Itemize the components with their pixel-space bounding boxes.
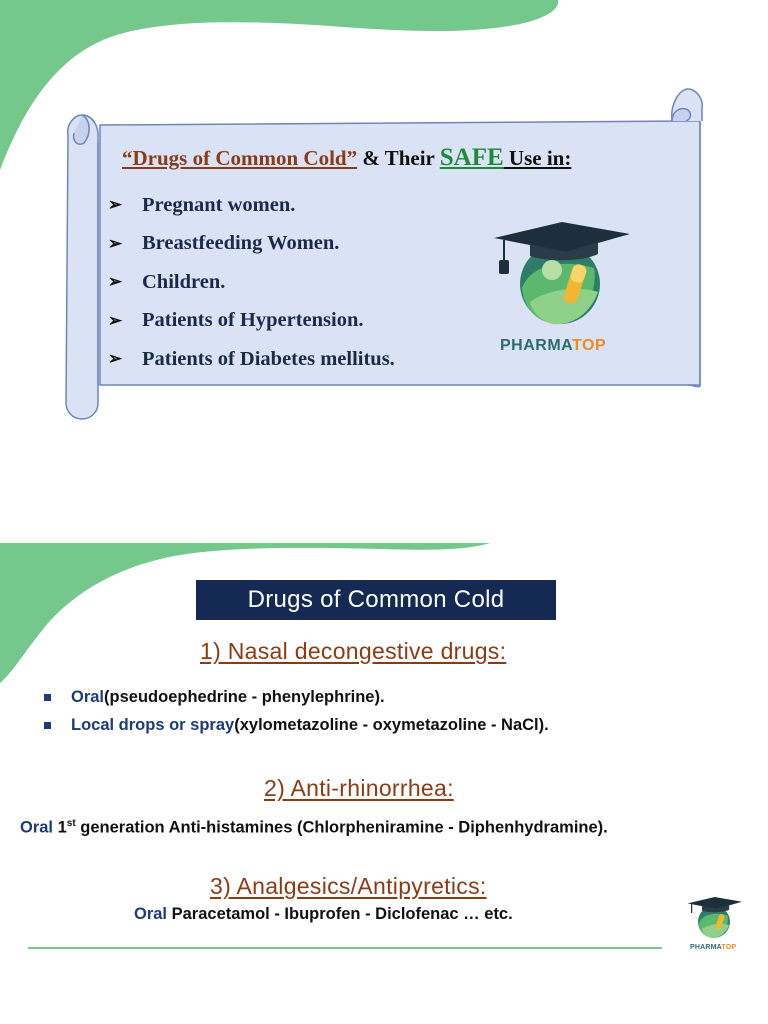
list-item: [108, 340, 395, 379]
arrow-bullet-icon: ➢: [108, 272, 123, 292]
route-label: Local drops or spray: [71, 715, 235, 734]
drug-names: Paracetamol - Ibuprofen - Diclofenac … etc.: [167, 905, 513, 923]
list-item-text: Pregnant women.: [142, 193, 296, 216]
anti-rhinorrhea-line: [20, 818, 608, 838]
list-item: [108, 263, 395, 302]
section-title-nasal-decongestive: 1) Nasal decongestive drugs:: [200, 638, 507, 664]
square-bullet-icon: [44, 722, 51, 729]
ordinal-suffix: st: [66, 818, 76, 829]
logo-wordmark: [500, 337, 606, 355]
list-item-text: Children.: [142, 270, 226, 293]
title-safe: SAFE: [439, 144, 504, 171]
pharmatop-logo-small: [686, 895, 746, 955]
pharmatop-logo: [490, 218, 640, 363]
logo-wordmark: [690, 944, 736, 951]
slide-1-title: [122, 144, 682, 172]
list-item-text: Patients of Diabetes mellitus.: [142, 347, 395, 370]
footer-divider: [28, 947, 662, 949]
logo-text-top: TOP: [721, 944, 737, 951]
nasal-decongestive-list: [44, 683, 549, 739]
list-item: [44, 683, 549, 711]
drug-names: (pseudoephedrine - phenylephrine).: [104, 687, 385, 706]
list-item: [44, 711, 549, 739]
arrow-bullet-icon: ➢: [108, 310, 123, 330]
green-swoosh-shape: [0, 543, 768, 703]
analgesics-line: [134, 905, 513, 924]
route-label: Oral: [134, 905, 168, 923]
list-item: [108, 302, 395, 341]
arrow-bullet-icon: ➢: [108, 195, 123, 215]
drug-names: generation Anti-histamines (Chlorpheniramine - Diphenhydramine).: [75, 818, 608, 837]
slide-2-heading: Drugs of Common Cold: [196, 580, 556, 620]
arrow-bullet-icon: ➢: [108, 233, 123, 253]
population-list: [108, 186, 395, 379]
logo-text-pharma: PHARMA: [500, 337, 573, 354]
list-item: [108, 225, 395, 264]
list-item-text: Breastfeeding Women.: [142, 232, 340, 255]
graduation-cap-leaf-icon: [686, 895, 746, 943]
generation-number: 1: [53, 818, 67, 837]
slide-2: [0, 543, 768, 963]
drug-names: (xylometazoline - oxymetazoline - NaCl).: [234, 715, 549, 734]
slide-1: [0, 0, 768, 470]
logo-text-pharma: PHARMA: [690, 944, 722, 951]
route-label: Oral: [71, 687, 105, 706]
square-bullet-icon: [44, 694, 51, 701]
title-and-their: & Their: [357, 146, 440, 170]
title-drugs-of-common-cold: “Drugs of Common Cold”: [122, 146, 358, 170]
route-label: Oral: [20, 818, 54, 837]
list-item: [108, 186, 395, 225]
logo-text-top: TOP: [572, 337, 607, 354]
arrow-bullet-icon: ➢: [108, 349, 123, 369]
graduation-cap-leaf-icon: [490, 218, 640, 336]
list-item-text: Patients of Hypertension.: [142, 309, 364, 332]
section-title-analgesics: 3) Analgesics/Antipyretics:: [210, 873, 487, 899]
section-title-anti-rhinorrhea: 2) Anti-rhinorrhea:: [264, 775, 454, 801]
title-use-in: Use in:: [503, 146, 572, 170]
